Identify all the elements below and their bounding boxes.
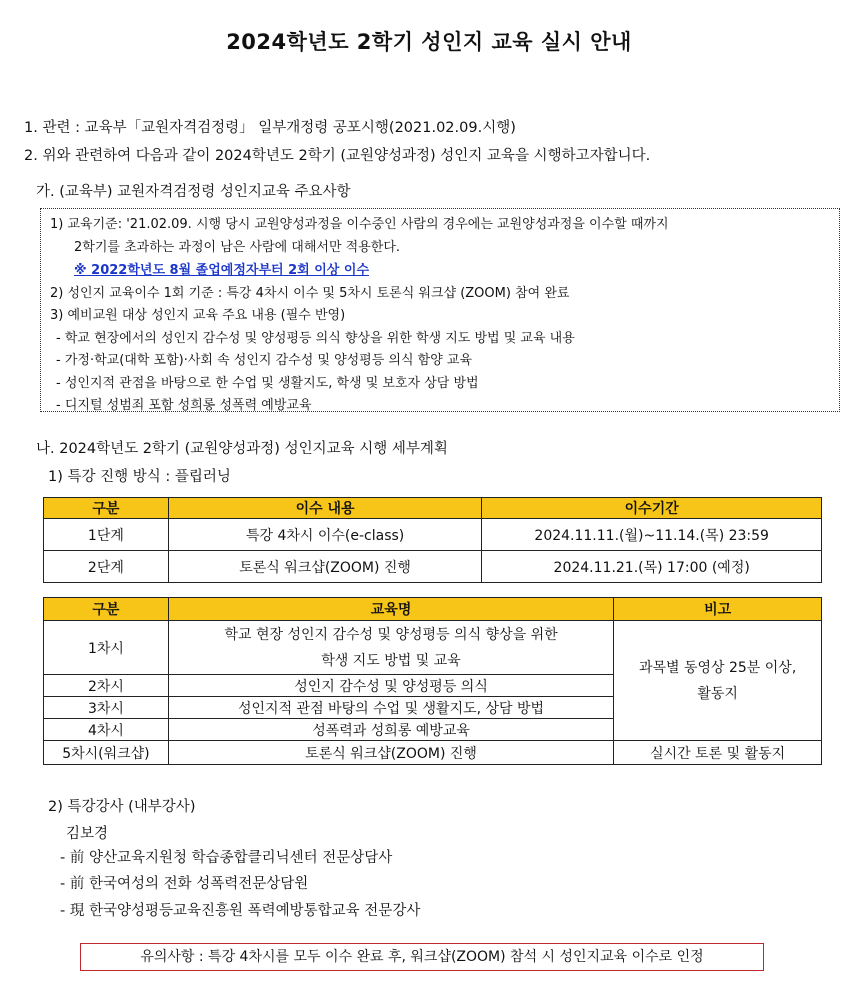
curriculum-cell: 토론식 워크샵(ZOOM) 진행 [168, 741, 613, 765]
notice-box: 유의사항 : 특강 4차시를 모두 이수 완료 후, 워크샵(ZOOM) 참석 시 성인지교육 이수로 인정 [80, 943, 764, 971]
curriculum-cell: 3차시 [44, 697, 169, 719]
curriculum-note-merged [614, 621, 822, 741]
highlight-text: 2022학년도 8월 졸업예정자부터 2회 이상 이수 [91, 263, 370, 278]
curriculum-name-line: 학생 지도 방법 및 교육 [321, 652, 461, 669]
lecturer-career-2: - 前 한국여성의 전화 성폭력전문상담원 [60, 876, 309, 892]
policy-line-3: 3) 예비교원 대상 성인지 교육 주요 내용 (필수 반영) [50, 308, 346, 323]
intro-line-1: 1. 관련 : 교육부「교원자격검정령」 일부개정령 공포시행(2021.02.09.시행) [24, 120, 516, 136]
schedule-cell: 2단계 [44, 551, 169, 583]
policy-line-1b: 2학기를 초과하는 과정이 남은 사람에 대해서만 적용한다. [74, 240, 401, 255]
curriculum-cell: 1차시 [44, 621, 169, 675]
schedule-cell: 토론식 워크샵(ZOOM) 진행 [168, 551, 482, 583]
schedule-cell: 1단계 [44, 519, 169, 551]
schedule-header-period: 이수기간 [482, 498, 822, 519]
curriculum-cell [168, 621, 613, 675]
section-na-sub1: 1) 특강 진행 방식 : 플립러닝 [48, 469, 231, 485]
schedule-cell: 특강 4차시 이수(e-class) [168, 519, 482, 551]
section-ga-heading: 가. (교육부) 교원자격검정령 성인지교육 주요사항 [36, 184, 351, 200]
curriculum-note-line: 활동지 [697, 685, 738, 702]
schedule-table [43, 497, 822, 583]
highlight-mark: ※ [74, 263, 87, 278]
schedule-cell: 2024.11.21.(목) 17:00 (예정) [482, 551, 822, 583]
curriculum-cell: 성폭력과 성희롱 예방교육 [168, 719, 613, 741]
table-row [44, 741, 822, 765]
lecturer-name: 김보경 [66, 826, 109, 842]
curriculum-cell: 4차시 [44, 719, 169, 741]
curriculum-name-line: 학교 현장 성인지 감수성 및 양성평등 의식 향상을 위한 [224, 626, 558, 643]
policy-bullet-2: - 가정·학교(대학 포함)·사회 속 성인지 감수성 및 양성평등 의식 함양 교육 [56, 353, 473, 368]
section-na-heading: 나. 2024학년도 2학기 (교원양성과정) 성인지교육 시행 세부계획 [36, 441, 448, 457]
curriculum-cell: 2차시 [44, 675, 169, 697]
page-title: 2024학년도 2학기 성인지 교육 실시 안내 [226, 30, 632, 54]
table-row [44, 519, 822, 551]
schedule-cell: 2024.11.11.(월)~11.14.(목) 23:59 [482, 519, 822, 551]
policy-bullet-3: - 성인지적 관점을 바탕으로 한 수업 및 생활지도, 학생 및 보호자 상담 방법 [56, 376, 479, 391]
policy-bullet-1: - 학교 현장에서의 성인지 감수성 및 양성평등 의식 향상을 위한 학생 지도 방법 및 교육 내용 [56, 331, 575, 346]
intro-line-2: 2. 위와 관련하여 다음과 같이 2024학년도 2학기 (교원양성과정) 성인지 교육을 시행하고자합니다. [24, 148, 651, 164]
schedule-header-content: 이수 내용 [168, 498, 482, 519]
schedule-header-category: 구분 [44, 498, 169, 519]
lecturer-career-3: - 現 한국양성평등교육진흥원 폭력예방통합교육 전문강사 [60, 903, 421, 919]
table-row [44, 551, 822, 583]
curriculum-cell: 성인지적 관점 바탕의 수업 및 생활지도, 상담 방법 [168, 697, 613, 719]
policy-highlight [74, 259, 369, 278]
curriculum-note-line: 과목별 동영상 25분 이상, [638, 659, 797, 676]
policy-bullet-4: - 디지털 성범죄 포함 성희롱 성폭력 예방교육 [56, 398, 312, 413]
curriculum-cell: 성인지 감수성 및 양성평등 의식 [168, 675, 613, 697]
curriculum-header-title: 교육명 [168, 598, 613, 621]
policy-line-2: 2) 성인지 교육이수 1회 기준 : 특강 4차시 이수 및 5차시 토론식 워크샵 (ZOOM) 참여 완료 [50, 286, 570, 301]
lecturer-heading: 2) 특강강사 (내부강사) [48, 799, 196, 815]
curriculum-table [43, 597, 822, 765]
curriculum-cell: 실시간 토론 및 활동지 [614, 741, 822, 765]
lecturer-career-1: - 前 양산교육지원청 학습종합클리닉센터 전문상담사 [60, 850, 393, 866]
table-row [44, 621, 822, 675]
policy-line-1: 1) 교육기준: '21.02.09. 시행 당시 교원양성과정을 이수중인 사람의 경우에는 교원양성과정을 이수할 때까지 [50, 217, 669, 232]
curriculum-header-note: 비고 [614, 598, 822, 621]
curriculum-header-category: 구분 [44, 598, 169, 621]
curriculum-cell: 5차시(워크샵) [44, 741, 169, 765]
